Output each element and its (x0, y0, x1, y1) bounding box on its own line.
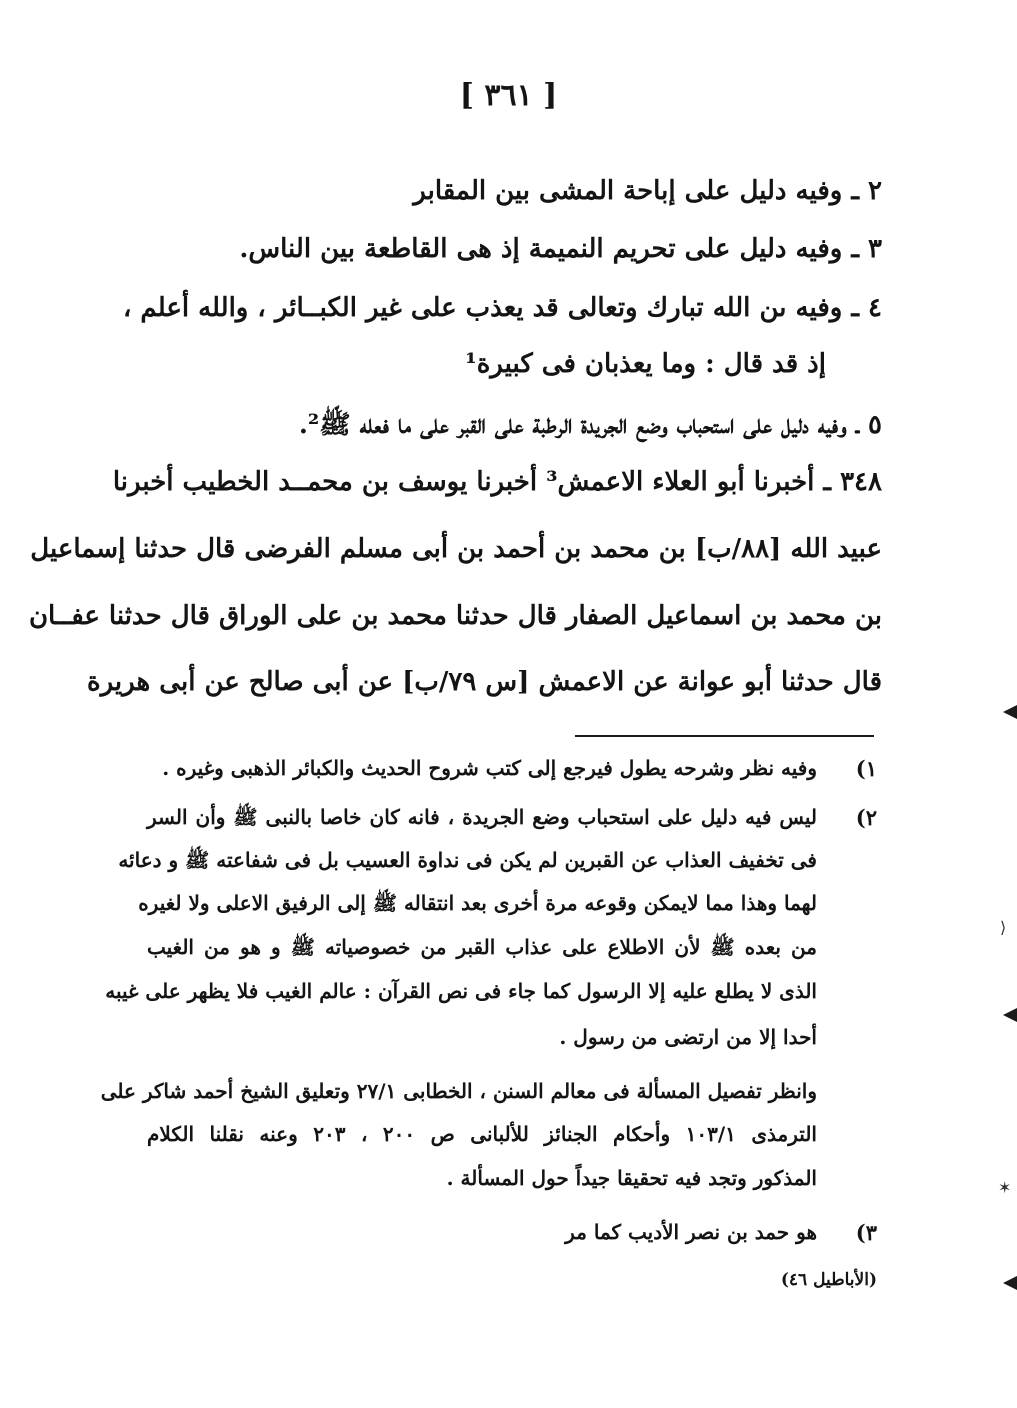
footnote-2-number: ٢) (855, 805, 877, 830)
binding-hole-mark (1003, 1008, 1017, 1022)
footnote-2-line: وانظر تفصيل المسألة فى معالم السنن ، الخطابى ٢٧/١ وتعليق الشيخ أحمد شاكر على (100, 1079, 817, 1103)
point-4-line-2: إذ قد قال : وما يعذبان فى كبيرة¹ (465, 349, 826, 379)
hadith-line-2: عبيد الله [٨٨/ب] بن محمد بن أحمد بن أبى مسلم الفرضى قال حدثنا إسماعيل (30, 534, 882, 564)
point-4-line-1: ٤ ـ وفيه ىن الله تبارك وتعالى قد يعذب على غير الكبــائر ، والله أعلم ، (122, 293, 882, 323)
footnote-1-line: وفيه نظر وشرحه يطول فيرجع إلى كتب شروح الحديث والكبائر الذهبى وغيره . (162, 756, 817, 780)
footnote-2-line: فى تخفيف العذاب عن القبرين لم يكن فى نداوة العسيب بل فى شفاعته ﷺ و دعائه (118, 848, 817, 872)
footnote-3-number: ٣) (855, 1220, 877, 1245)
page-number: [ ٣٦١ ] (459, 78, 558, 113)
binding-hole-mark (1003, 705, 1017, 719)
footnote-2-line: ليس فيه دليل على استحباب وضع الجريدة ، فانه كان خاصا بالنبى ﷺ وأن السر (147, 805, 817, 829)
binding-hole-mark (1003, 1276, 1017, 1290)
point-3: ٣ ـ وفيه دليل على تحريم النميمة إذ هى القاطعة بين الناس. (239, 234, 882, 264)
footnote-2-line: أحدا إلا من ارتضى من رسول . (559, 1025, 817, 1049)
point-5: ٥ ـ وفيه دليل على استحباب وضع الجريدة الرطبة على القبر على ما فعله ﷺ². (298, 410, 882, 440)
footnote-2-line: الترمذى ١٠٣/١ وأحكام الجنائز للألبانى ص ٢٠٠ ، ٢٠٣ وعنه نقلنا الكلام (147, 1122, 817, 1146)
footnote-3-line: هو حمد بن نصر الأديب كما مر (565, 1220, 817, 1244)
footnote-1-number: ١) (855, 756, 877, 781)
hadith-line-1: ٣٤٨ ـ أخبرنا أبو العلاء الاعمش³ أخبرنا يوسف بن محمــد الخطيب أخبرنا (112, 467, 882, 497)
hadith-line-4: قال حدثنا أبو عوانة عن الاعمش [س ٧٩/ب] عن أبى صالح عن أبى هريرة (86, 667, 882, 697)
footnote-2-line: لهما وهذا مما لايمكن وقوعه مرة أخرى بعد انتقاله ﷺ إلى الرفيق الاعلى ولا لغيره (138, 891, 817, 915)
hadith-line-3: بن محمد بن اسماعيل الصفار قال حدثنا محمد بن على الوراق قال حدثنا عفــان (28, 601, 882, 631)
footnote-2-line: الذى لا يطلع عليه إلا الرسول كما جاء فى نص القرآن : عالم الغيب فلا يظهر على غيبه (105, 979, 817, 1003)
margin-speck: ⟩ (1000, 918, 1007, 937)
margin-speck: ✶ (998, 1178, 1012, 1197)
footnote-2-line: من بعده ﷺ لأن الاطلاع على عذاب القبر من خصوصياته ﷺ و هو من الغيب (147, 935, 817, 959)
footnote-2-line: المذكور وتجد فيه تحقيقا جيداً حول المسألة . (446, 1166, 817, 1190)
footnote-divider (575, 735, 874, 737)
catchword: (الأباطيل ٤٦) (780, 1270, 877, 1290)
point-2: ٢ ـ وفيه دليل على إباحة المشى بين المقابر (413, 176, 882, 206)
